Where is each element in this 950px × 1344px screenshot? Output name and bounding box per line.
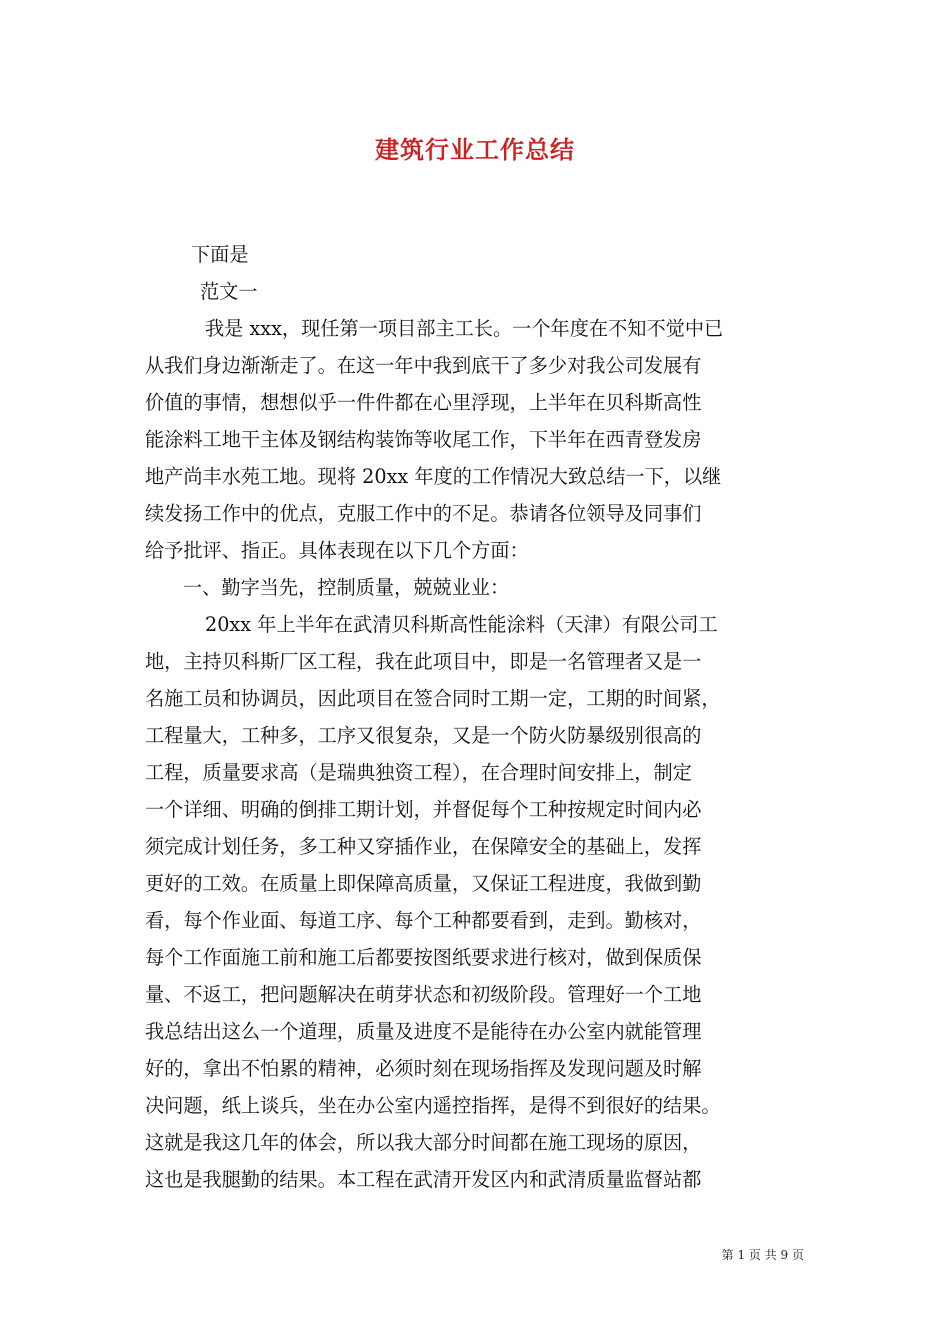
text-line: 从我们身边渐渐走了。在这一年中我到底干了多少对我公司发展有 [145,354,702,377]
text-line: 我总结出这么一个道理，质量及进度不是能待在办公室内就能管理 [145,1020,702,1043]
text-line: 下面是 [191,243,249,266]
text-line: 须完成计划任务，多工种又穿插作业，在保障安全的基础上，发挥 [145,835,702,858]
text-line: 更好的工效。在质量上即保障高质量，又保证工程进度，我做到勤 [145,872,702,895]
text-line: 地产尚丰水苑工地。现将 20xx 年度的工作情况大致总结一下，以继 [145,465,722,488]
text-line: 这就是我这几年的体会，所以我大部分时间都在施工现场的原因， [145,1131,702,1154]
document-title: 建筑行业工作总结 [375,136,575,164]
text-line: 决问题，纸上谈兵，坐在办公室内遥控指挥，是得不到很好的结果。 [145,1094,721,1117]
text-line: 续发扬工作中的优点，克服工作中的不足。恭请各位领导及同事们 [145,502,702,525]
text-line: 价值的事情，想想似乎一件件都在心里浮现，上半年在贝科斯高性 [145,391,702,414]
text-line: 我是 xxx，现任第一项目部主工长。一个年度在不知不觉中已 [205,317,724,340]
text-line: 地，主持贝科斯厂区工程，我在此项目中，即是一名管理者又是一 [145,650,702,673]
text-line: 工程，质量要求高（是瑞典独资工程），在合理时间安排上，制定 [145,761,692,784]
text-line: 一个详细、明确的倒排工期计划，并督促每个工种按规定时间内必 [145,798,702,821]
text-line: 范文一 [200,280,258,303]
text-line: 量、不返工，把问题解决在萌芽状态和初级阶段。管理好一个工地 [145,983,702,1006]
text-line: 名施工员和协调员，因此项目在签合同时工期一定，工期的时间紧， [145,687,721,710]
text-line: 这也是我腿勤的结果。本工程在武清开发区内和武清质量监督站都 [145,1168,702,1191]
document-body [145,236,810,1198]
text-line: 工程量大，工种多，工序又很复杂，又是一个防火防暴级别很高的 [145,724,702,747]
text-line: 给予批评、指正。具体表现在以下几个方面： [145,539,529,562]
text-line: 能涂料工地干主体及钢结构装饰等收尾工作，下半年在西青登发房 [145,428,702,451]
text-line: 看，每个作业面、每道工序、每个工种都要看到，走到。勤核对， [145,909,702,932]
text-line: 好的，拿出不怕累的精神，必须时刻在现场指挥及发现问题及时解 [145,1057,702,1080]
section-heading: 一、勤字当先，控制质量，兢兢业业： [183,576,510,599]
page-number-footer: 第 1 页 共 9 页 [721,1248,804,1262]
text-line: 每个工作面施工前和施工后都要按图纸要求进行核对，做到保质保 [145,946,702,969]
text-line: 20xx 年上半年在武清贝科斯高性能涂料（天津）有限公司工 [205,613,718,636]
